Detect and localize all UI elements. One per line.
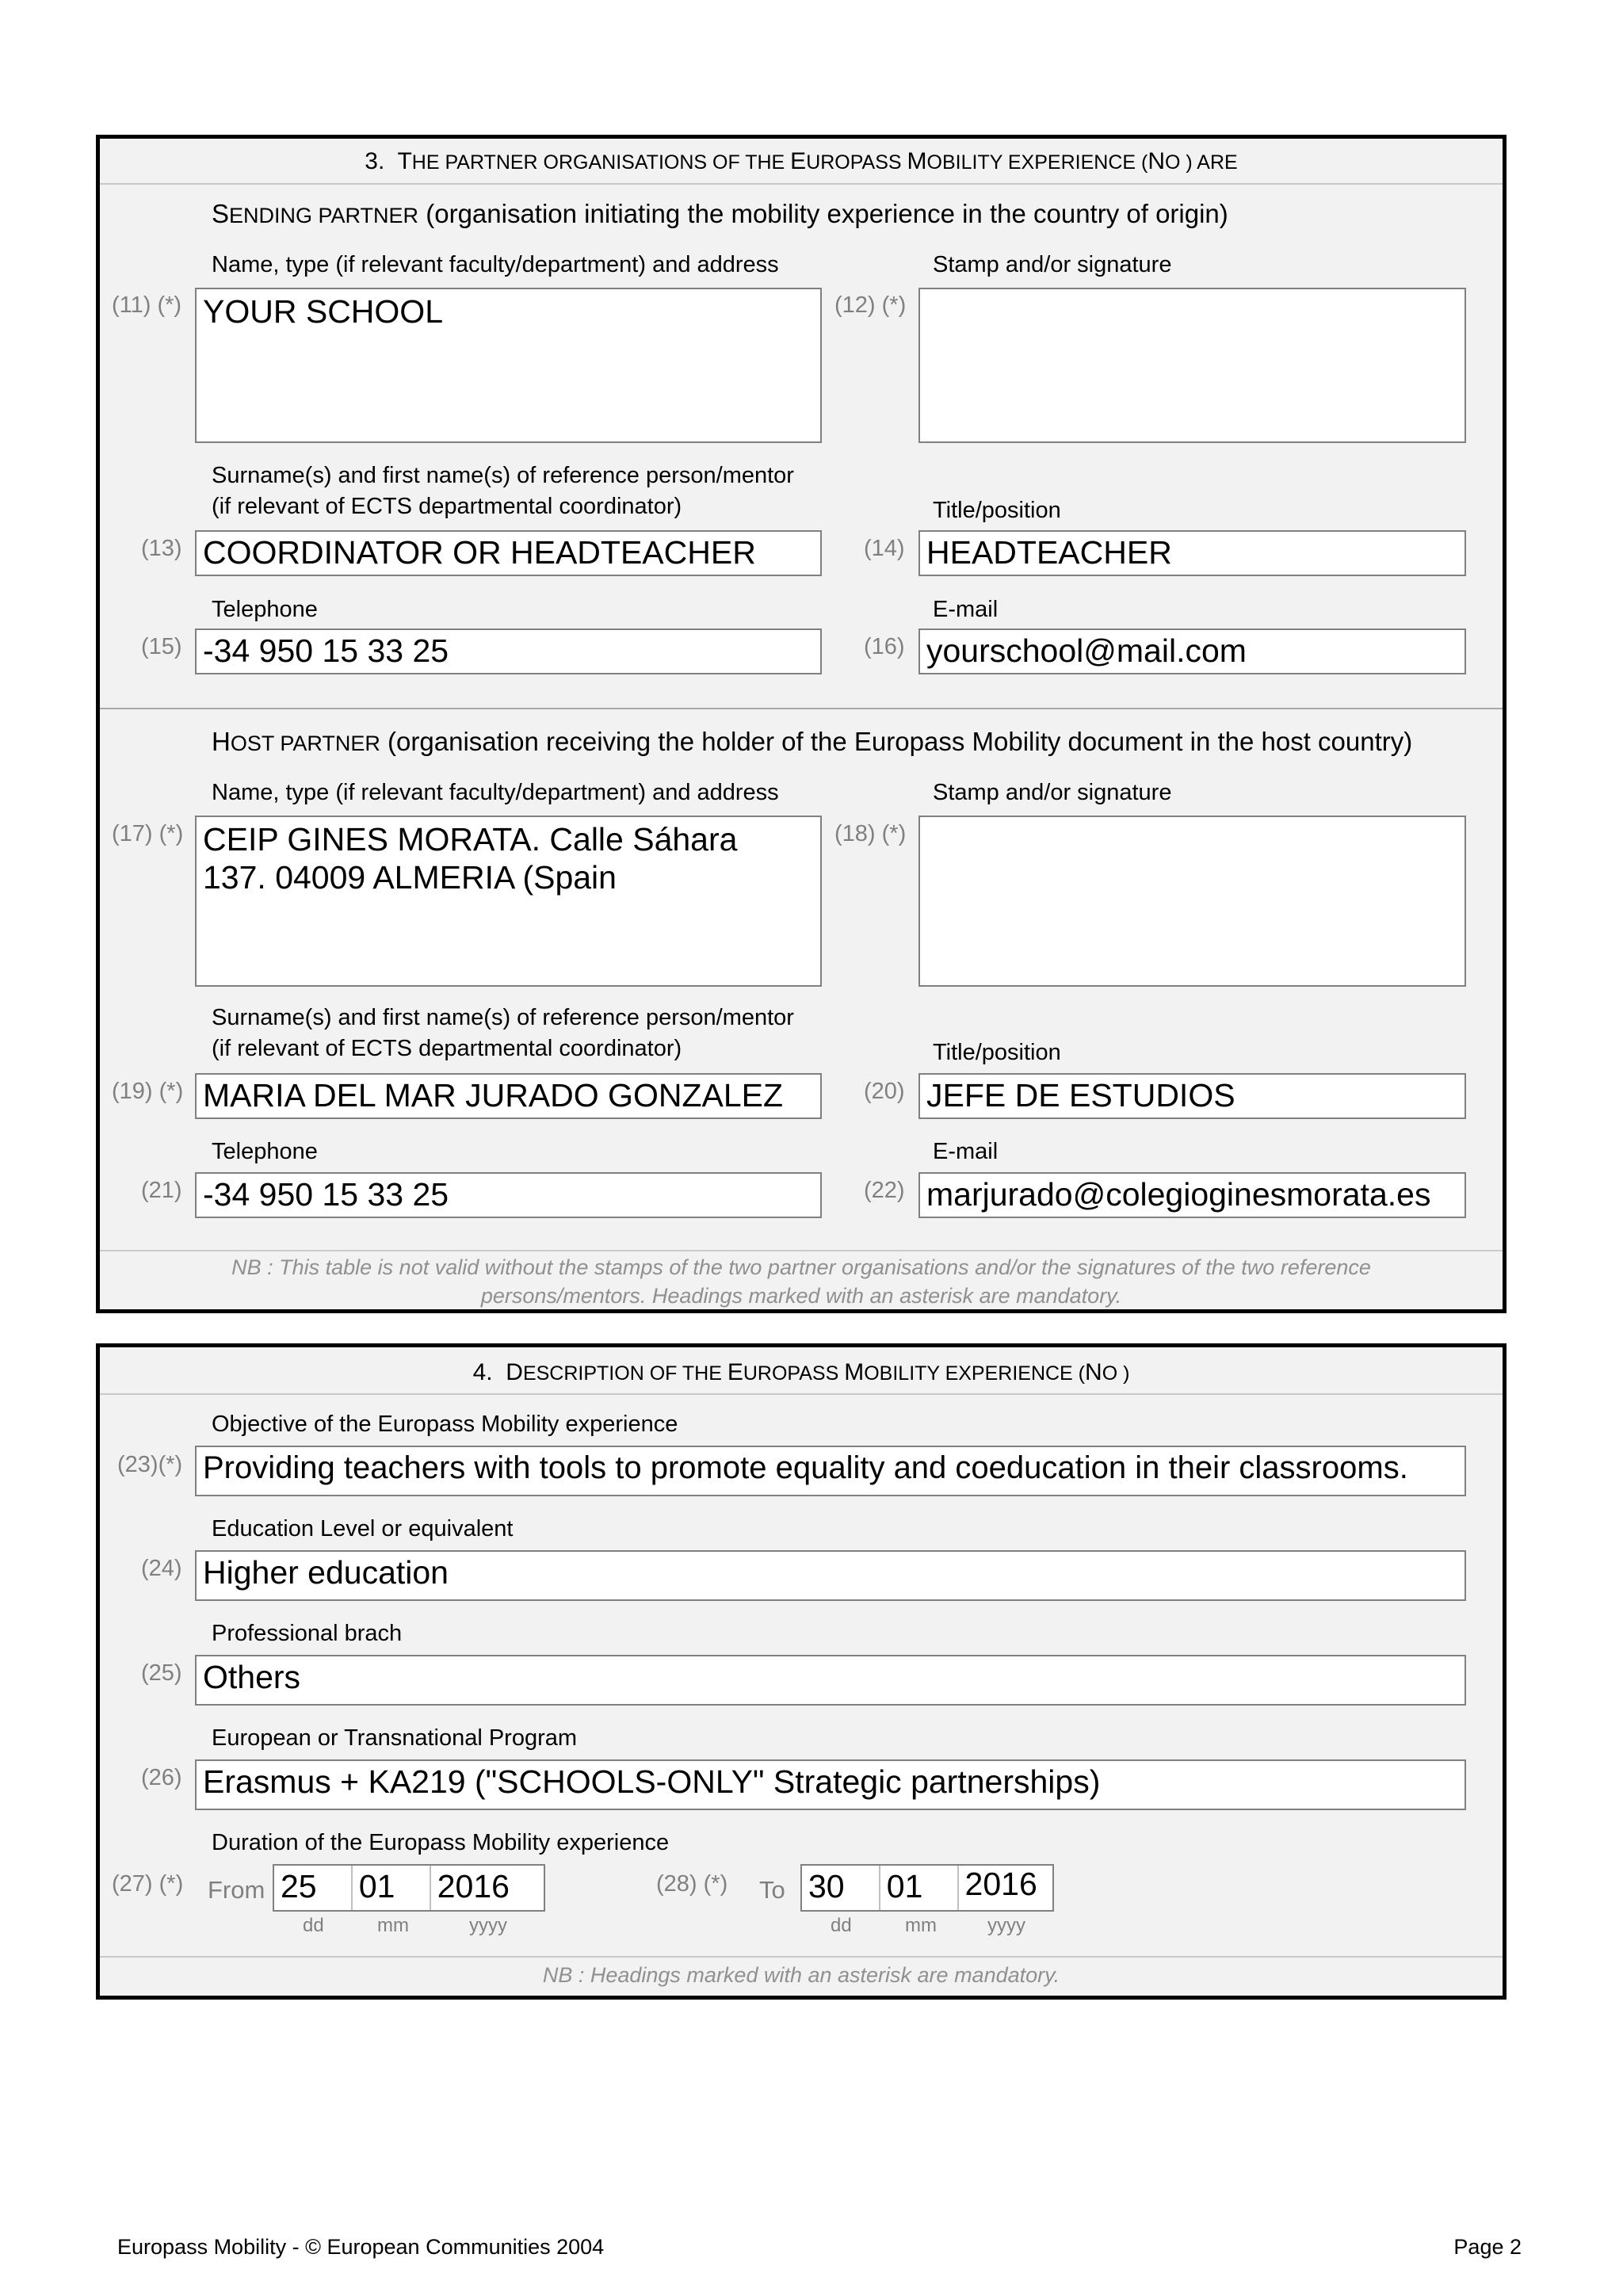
title-part: ) ARE	[1180, 151, 1238, 174]
program-label: European or Transnational Program	[212, 1725, 578, 1751]
heading-part: ENDING PARTNER	[229, 204, 419, 227]
to-mm-hint: mm	[905, 1915, 937, 1936]
title-part: ESCRIPTION OF THE	[522, 1362, 727, 1385]
heading-description: (organisation initiating the mobility experience in the country of origin)	[418, 199, 1228, 228]
title-part: OBILITY EXPERIENCE (	[864, 1362, 1086, 1385]
to-yyyy-hint: yyyy	[987, 1915, 1025, 1936]
host-name-label: Name, type (if relevant faculty/department) and address	[212, 780, 779, 805]
host-email-field[interactable]: marjurado@colegioginesmorata.es	[918, 1172, 1466, 1218]
heading-cap: H	[212, 727, 231, 756]
from-label: From	[208, 1876, 265, 1904]
title-cap: D	[506, 1359, 523, 1385]
title-cap: E	[790, 148, 807, 174]
sending-name-field[interactable]: YOUR SCHOOL	[195, 288, 822, 443]
sending-telephone-label: Telephone	[212, 597, 318, 622]
field-number-11: (11) (*)	[112, 292, 182, 318]
sending-email-field[interactable]: yourschool@mail.com	[918, 628, 1466, 674]
from-mm-hint: mm	[377, 1915, 409, 1936]
title-number: 4.	[472, 1359, 493, 1385]
sending-ref-label-1: Surname(s) and first name(s) of reference person/mentor	[212, 463, 794, 488]
host-telephone-field[interactable]: -34 950 15 33 25	[195, 1172, 822, 1218]
heading-cap: S	[212, 199, 230, 228]
field-number-20: (20)	[864, 1079, 905, 1104]
to-year-field[interactable]: 2016	[964, 1866, 1037, 1902]
host-partner-heading	[212, 728, 1412, 757]
host-ref-label-1: Surname(s) and first name(s) of reference person/mentor	[212, 1005, 794, 1030]
mobility-description-section	[96, 1343, 1507, 2000]
from-date	[273, 1864, 545, 1912]
host-title-label: Title/position	[933, 1040, 1061, 1065]
sending-title-field[interactable]: HEADTEACHER	[918, 530, 1466, 576]
host-email-label: E-mail	[933, 1139, 999, 1164]
from-month-field[interactable]: 01	[353, 1866, 431, 1910]
heading-description: (organisation receiving the holder of the Europass Mobility document in the host country)	[380, 727, 1413, 756]
title-number: 3.	[365, 148, 385, 174]
field-number-12: (12) (*)	[834, 292, 907, 318]
section-divider	[100, 708, 1503, 709]
title-part: O	[1165, 151, 1181, 174]
field-number-26: (26)	[141, 1765, 182, 1790]
sending-stamp-label: Stamp and/or signature	[933, 252, 1172, 277]
field-number-24: (24)	[141, 1556, 182, 1581]
field-number-27: (27) (*)	[112, 1871, 184, 1897]
host-stamp-label: Stamp and/or signature	[933, 780, 1172, 805]
footer-page-number: Page 2	[1453, 2235, 1522, 2259]
title-part: O	[1102, 1362, 1118, 1385]
section-4-title	[100, 1347, 1503, 1395]
title-part: UROPASS	[743, 1362, 845, 1385]
footer-copyright: Europass Mobility - © European Communities 2004	[117, 2235, 605, 2259]
field-number-18: (18) (*)	[834, 821, 907, 846]
section-3-title	[100, 139, 1503, 185]
to-dd-hint: dd	[831, 1915, 852, 1936]
title-cap: E	[727, 1359, 743, 1385]
sending-name-label: Name, type (if relevant faculty/department) and address	[212, 252, 779, 277]
title-cap: M	[907, 148, 927, 174]
field-number-14: (14)	[864, 536, 905, 561]
sending-partner-heading	[212, 201, 1228, 229]
field-number-28: (28) (*)	[656, 1871, 728, 1897]
title-part: OBILITY EXPERIENCE (	[926, 151, 1148, 174]
sending-stamp-field[interactable]	[918, 288, 1466, 443]
host-name-field[interactable]: CEIP GINES MORATA. Calle Sáhara 137. 04009 ALMERIA (Spain	[195, 816, 822, 987]
sending-title-label: Title/position	[933, 498, 1061, 523]
sending-ref-person-field[interactable]: COORDINATOR OR HEADTEACHER	[195, 530, 822, 576]
field-number-22: (22)	[864, 1178, 905, 1203]
host-ref-label-2: (if relevant of ECTS departmental coordinator)	[212, 1036, 682, 1061]
from-yyyy-hint: yyyy	[469, 1915, 507, 1936]
title-cap: N	[1148, 148, 1165, 174]
note-divider	[100, 1250, 1503, 1251]
professional-branch-label: Professional brach	[212, 1621, 403, 1646]
field-number-16: (16)	[864, 634, 905, 659]
field-number-17: (17) (*)	[112, 821, 184, 846]
section-4-note: NB : Headings marked with an asterisk are mandatory.	[542, 1963, 1060, 1987]
to-month-field[interactable]: 01	[880, 1866, 959, 1910]
from-dd-hint: dd	[303, 1915, 324, 1936]
title-part: )	[1117, 1362, 1130, 1385]
title-cap: T	[397, 148, 412, 174]
from-day-field[interactable]: 25	[274, 1866, 353, 1910]
to-date	[800, 1864, 1054, 1912]
field-number-19: (19) (*)	[112, 1079, 184, 1104]
field-number-21: (21)	[141, 1178, 182, 1203]
duration-label: Duration of the Europass Mobility experience	[212, 1830, 670, 1855]
education-level-field[interactable]: Higher education	[195, 1550, 1466, 1601]
host-telephone-label: Telephone	[212, 1139, 318, 1164]
title-cap: M	[844, 1359, 865, 1385]
objective-label: Objective of the Europass Mobility experience	[212, 1412, 678, 1437]
host-title-field[interactable]: JEFE DE ESTUDIOS	[918, 1073, 1466, 1119]
professional-branch-field[interactable]: Others	[195, 1655, 1466, 1706]
education-level-label: Education Level or equivalent	[212, 1516, 514, 1541]
section-3-note-line-2: persons/mentors. Headings marked with an asterisk are mandatory.	[480, 1284, 1122, 1308]
from-year-field[interactable]: 2016	[437, 1868, 510, 1904]
field-number-15: (15)	[141, 634, 182, 659]
title-part: UROPASS	[806, 151, 907, 174]
title-part: HE PARTNER ORGANISATIONS OF THE	[411, 151, 791, 174]
program-field[interactable]: Erasmus + KA219 ("SCHOOLS-ONLY" Strategic partnerships)	[195, 1759, 1466, 1810]
sending-email-label: E-mail	[933, 597, 999, 622]
section-3-note-line-1: NB : This table is not valid without the stamps of the two partner organisations and/or the signatures of the two reference	[231, 1255, 1371, 1279]
objective-field[interactable]: Providing teachers with tools to promote equality and coeducation in their classrooms.	[195, 1446, 1466, 1496]
heading-part: OST PARTNER	[230, 732, 380, 755]
field-number-23: (23)(*)	[117, 1452, 183, 1477]
sending-telephone-field[interactable]: -34 950 15 33 25	[195, 628, 822, 674]
field-number-25: (25)	[141, 1660, 182, 1686]
host-stamp-field[interactable]	[918, 816, 1466, 987]
sending-ref-label-2: (if relevant of ECTS departmental coordinator)	[212, 494, 682, 519]
field-number-13: (13)	[141, 536, 182, 561]
partner-organisations-section	[96, 135, 1507, 1313]
host-ref-person-field[interactable]: MARIA DEL MAR JURADO GONZALEZ	[195, 1073, 822, 1119]
note-divider	[100, 1956, 1503, 1958]
to-label: To	[759, 1876, 785, 1904]
to-day-field[interactable]: 30	[802, 1866, 880, 1910]
title-cap: N	[1085, 1359, 1102, 1385]
